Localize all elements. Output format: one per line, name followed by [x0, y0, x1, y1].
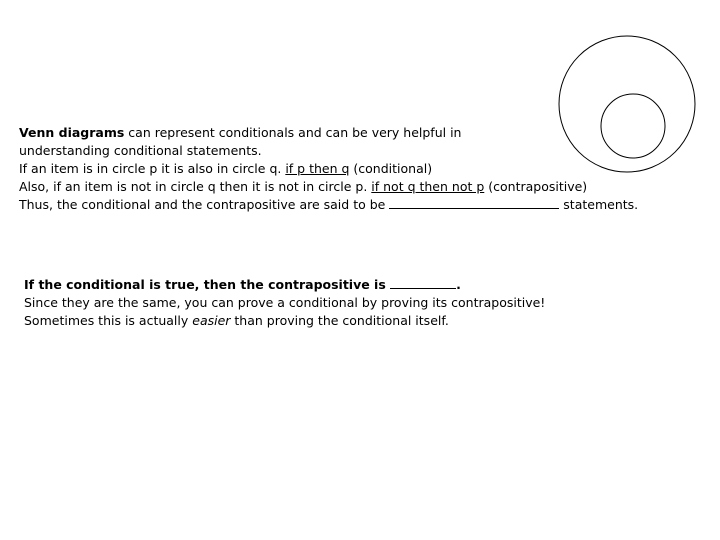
easier-emphasis: easier	[192, 313, 231, 328]
venn-diagram	[556, 34, 702, 176]
followup-line-3-text: Sometimes this is actually	[24, 313, 193, 328]
intro-line-4-text: Also, if an item is not in circle q then it is not in circle p.	[19, 179, 372, 194]
fill-in-blank-equivalent	[389, 196, 559, 209]
conditional-statement: if p then q	[285, 161, 350, 176]
followup-line-2: Since they are the same, you can prove a conditional by proving its contrapositive!	[24, 295, 546, 310]
intro-line-3	[19, 160, 638, 178]
intro-line-2: understanding conditional statements.	[19, 143, 262, 158]
outer-circle-q	[559, 36, 695, 172]
intro-line-4	[19, 178, 638, 196]
inner-circle-p	[601, 94, 665, 158]
followup-line-3	[24, 312, 545, 330]
venn-diagrams-term: Venn diagrams	[19, 125, 125, 140]
intro-line-5-text: Thus, the conditional and the contrapositive are said to be	[19, 197, 390, 212]
followup-line-3-end: than proving the conditional itself.	[230, 313, 449, 328]
intro-line-5	[19, 196, 638, 214]
followup-bold-text: If the conditional is true, then the contrapositive is	[24, 277, 391, 292]
fill-in-blank-true	[390, 276, 456, 289]
intro-line-5-end: statements.	[559, 197, 639, 212]
followup-bold-end: .	[456, 277, 461, 292]
intro-line-3-text: If an item is in circle p it is also in circle q.	[19, 161, 286, 176]
intro-paragraph	[19, 124, 638, 214]
conditional-label: (conditional)	[349, 161, 433, 176]
intro-line-1	[19, 124, 638, 142]
followup-paragraph	[24, 276, 545, 330]
followup-line-1	[24, 276, 545, 294]
contrapositive-statement: if not q then not p	[371, 179, 485, 194]
intro-line-1-text: can represent conditionals and can be very helpful in	[124, 125, 462, 140]
contrapositive-label: (contrapositive)	[484, 179, 588, 194]
